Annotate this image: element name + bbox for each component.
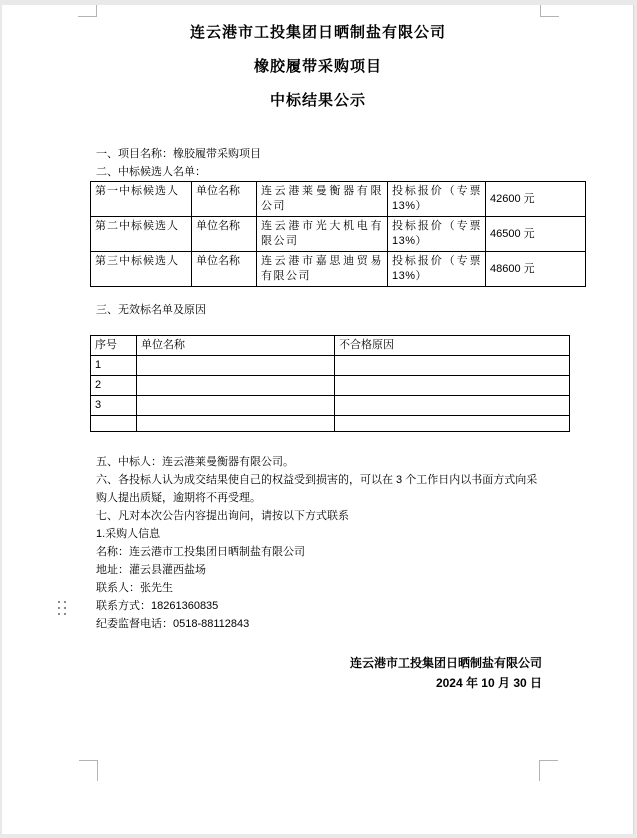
bid-price-value: 46500 元 <box>486 217 586 252</box>
signature-company: 连云港市工投集团日晒制盐有限公司 <box>349 656 542 670</box>
doc-title-project: 橡胶履带采购项目 <box>253 58 382 75</box>
reason-cell <box>335 416 570 432</box>
unit-cell <box>137 416 335 432</box>
unit-cell <box>137 376 335 396</box>
buyer-name-line: 名称：连云港市工投集团日晒制盐有限公司 <box>96 546 305 558</box>
table-row <box>91 182 586 217</box>
reason-cell <box>335 376 570 396</box>
dot <box>64 601 66 603</box>
bid-price-label: 投标报价（专票13%） <box>388 182 486 217</box>
supervise-phone-line: 纪委监督电话：0518-88112843 <box>96 618 250 630</box>
col-header-reason: 不合格原因 <box>335 336 570 356</box>
margin-crop-mark-top-left-icon <box>78 5 97 17</box>
table-row <box>91 252 586 287</box>
margin-crop-mark-top-right-icon <box>540 5 559 17</box>
unit-cell <box>137 396 335 416</box>
buyer-phone-line: 联系方式：18261360835 <box>96 600 219 612</box>
reason-cell <box>335 356 570 376</box>
col-header-serial: 序号 <box>91 336 137 356</box>
candidate-company: 连云港莱曼衡器有限公司 <box>257 182 388 217</box>
dot <box>58 613 60 615</box>
margin-crop-mark-bottom-left-icon <box>79 760 98 781</box>
buyer-contact-line: 联系人：张先生 <box>96 582 173 594</box>
serial-cell: 3 <box>91 396 137 416</box>
candidate-company: 连云港市光大机电有限公司 <box>257 217 388 252</box>
doc-title-announcement: 中标结果公示 <box>269 92 366 109</box>
table-row <box>91 376 570 396</box>
buyer-address-line: 地址：灌云县灌西盐场 <box>96 564 206 576</box>
bid-price-label: 投标报价（专票13%） <box>388 217 486 252</box>
candidate-rank: 第一中标候选人 <box>91 182 192 217</box>
buyer-info-heading: 1.采购人信息 <box>96 528 161 540</box>
doc-title-company: 连云港市工投集团日晒制盐有限公司 <box>189 24 446 41</box>
table-row <box>91 356 570 376</box>
candidate-rank: 第三中标候选人 <box>91 252 192 287</box>
serial-cell <box>91 416 137 432</box>
dot <box>58 601 60 603</box>
bid-price-value: 42600 元 <box>486 182 586 217</box>
candidate-company: 连云港市嘉思迪贸易有限公司 <box>257 252 388 287</box>
invalid-bids-table <box>90 335 570 432</box>
col-header-unit: 单位名称 <box>137 336 335 356</box>
section-3-invalid-bids-heading: 三、无效标名单及原因 <box>96 304 206 316</box>
section-7-contact-heading: 七、凡对本次公告内容提出询问，请按以下方式联系 <box>96 510 349 522</box>
table-row <box>91 416 570 432</box>
section-6-objection-notice: 六、各投标人认为成交结果使自己的权益受到损害的，可以在 3 个工作日内以书面方式向采购人提出质疑，逾期将不再受理。 <box>96 474 538 504</box>
document-page <box>2 5 634 834</box>
section-1-project-name: 一、项目名称：橡胶履带采购项目 <box>96 148 261 160</box>
section-5-winner: 五、中标人：连云港莱曼衡器有限公司。 <box>96 456 294 468</box>
unit-label: 单位名称 <box>192 217 257 252</box>
dot <box>58 607 60 609</box>
table-row <box>91 396 570 416</box>
drag-handle-dots[interactable] <box>58 601 66 615</box>
section-2-candidates-heading: 二、中标候选人名单： <box>96 166 206 178</box>
margin-crop-mark-bottom-right-icon <box>539 760 558 781</box>
dot <box>64 607 66 609</box>
bid-price-value: 48600 元 <box>486 252 586 287</box>
unit-label: 单位名称 <box>192 182 257 217</box>
serial-cell: 2 <box>91 376 137 396</box>
table-row <box>91 217 586 252</box>
reason-cell <box>335 396 570 416</box>
signature-date: 2024 年 10 月 30 日 <box>435 676 542 690</box>
candidate-rank: 第二中标候选人 <box>91 217 192 252</box>
serial-cell: 1 <box>91 356 137 376</box>
bid-price-label: 投标报价（专票13%） <box>388 252 486 287</box>
table-header-row <box>91 336 570 356</box>
dot <box>64 613 66 615</box>
unit-label: 单位名称 <box>192 252 257 287</box>
unit-cell <box>137 356 335 376</box>
candidates-table <box>90 181 586 287</box>
